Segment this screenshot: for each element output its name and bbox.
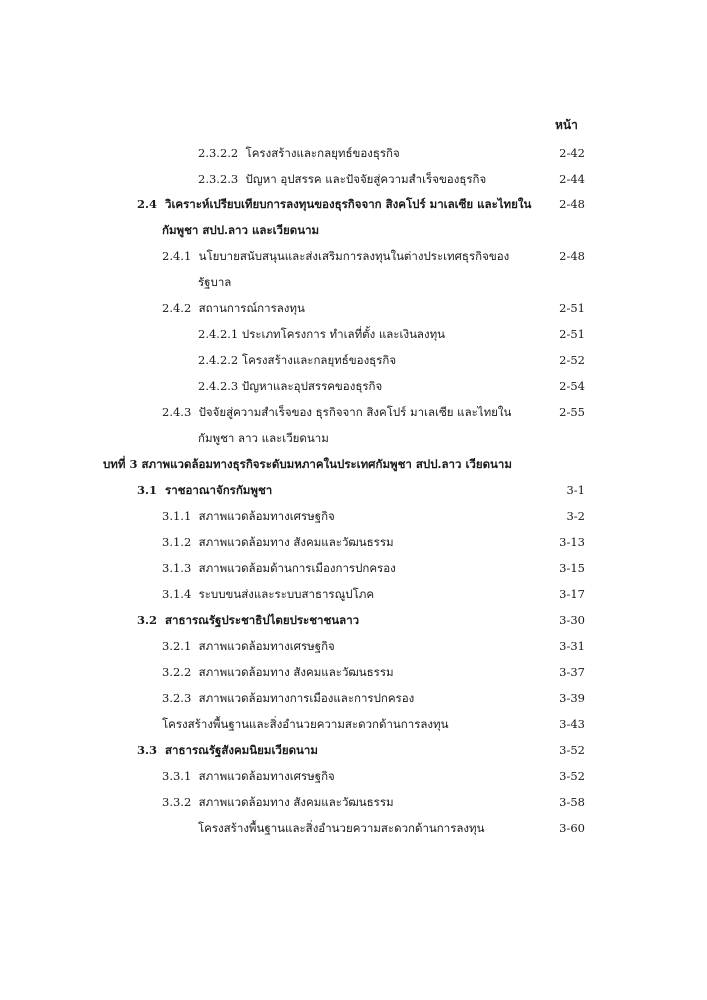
toc-title: สาธารณรัฐประชาธิปไตยประชาชนลาว: [165, 613, 360, 627]
toc-page: 3-13: [559, 535, 585, 549]
toc-number: 2.4.1: [162, 249, 192, 263]
toc-page: 2-54: [559, 379, 585, 393]
toc-entry: [162, 586, 374, 602]
toc-number: 3.3.1: [162, 769, 192, 783]
toc-title: สภาพแวดล้อมทางเศรษฐกิจ: [198, 769, 335, 783]
toc-title: สภาพแวดล้อมทาง สังคมและวัฒนธรรม: [198, 665, 394, 679]
toc-entry-continuation: [198, 274, 231, 290]
toc-number: 3.1.1: [162, 509, 192, 523]
toc-title: สาธารณรัฐสังคมนิยมเวียดนาม: [165, 743, 318, 757]
toc-entry: [162, 794, 394, 810]
toc-page: 3-31: [559, 639, 585, 653]
toc-title: นโยบายสนับสนุนและส่งเสริมการลงทุนในต่างประเทศธุรกิจของ: [198, 249, 510, 263]
toc-page: 2-51: [559, 327, 585, 341]
toc-number: 3.1.2: [162, 535, 192, 549]
toc-entry: [162, 300, 305, 316]
toc-entry: [162, 716, 449, 732]
toc-title: กัมพูชา ลาว และเวียดนาม: [198, 431, 329, 445]
toc-entry: [198, 171, 486, 187]
toc-entry: [137, 482, 272, 498]
toc-entry: [137, 196, 531, 212]
toc-entry: [162, 768, 335, 784]
toc-title: ปัจจัยสู่ความสำเร็จของ ธุรกิจจาก สิงคโปร์ มาเลเซีย และไทยใน: [198, 405, 512, 419]
toc-number: 3.1: [137, 483, 158, 497]
toc-page: 3-52: [559, 743, 585, 757]
toc-page: 2-42: [559, 146, 585, 160]
toc-number: 3.3: [137, 743, 158, 757]
toc-title: กัมพูชา สปป.ลาว และเวียดนาม: [162, 223, 320, 237]
toc-page: 3-43: [559, 717, 585, 731]
toc-title: สภาพแวดล้อมทางเศรษฐกิจ: [198, 509, 335, 523]
toc-title: 2.4.2.1 ประเภทโครงการ ทำเลที่ตั้ง และเงินลงทุน: [198, 327, 446, 341]
page-column-header: หน้า: [555, 118, 578, 132]
toc-title: โครงสร้างพื้นฐานและสิ่งอำนวยความสะดวกด้านการลงทุน: [162, 717, 449, 731]
toc-entry-continuation: [162, 222, 319, 238]
toc-entry: [162, 404, 511, 420]
toc-number: 3.2.2: [162, 665, 192, 679]
toc-page: 3-15: [559, 561, 585, 575]
toc-title: สถานการณ์การลงทุน: [198, 301, 305, 315]
toc-page: 2-55: [559, 405, 585, 419]
toc-entry: [162, 560, 396, 576]
toc-entry-continuation: [198, 430, 329, 446]
toc-entry: [137, 612, 359, 628]
toc-entry: [162, 248, 509, 264]
toc-title: โครงสร้างพื้นฐานและสิ่งอำนวยความสะดวกด้านการลงทุน: [198, 821, 485, 835]
toc-title: สภาพแวดล้อมทาง สังคมและวัฒนธรรม: [198, 795, 394, 809]
toc-entry: [198, 145, 400, 161]
toc-entry: [198, 378, 382, 394]
toc-page: 2-51: [559, 301, 585, 315]
toc-page: 3-30: [559, 613, 585, 627]
toc-title: วิเคราะห์เปรียบเทียบการลงทุนของธุรกิจจาก สิงคโปร์ มาเลเซีย และไทยใน: [165, 197, 532, 211]
toc-number: 2.4: [137, 197, 158, 211]
toc-page: 3-39: [559, 691, 585, 705]
toc-page: 3-2: [566, 509, 585, 523]
toc-number: 3.2.3: [162, 691, 192, 705]
toc-title: ระบบขนส่งและระบบสาธารณูปโภค: [198, 587, 375, 601]
toc-number: 3.2: [137, 613, 158, 627]
toc-number: 2.3.2.2: [198, 146, 239, 160]
chapter-heading: [103, 456, 512, 472]
toc-title: สภาพแวดล้อมด้านการเมืองการปกครอง: [198, 561, 396, 575]
toc-page: 3-58: [559, 795, 585, 809]
toc-number: 2.3.2.3: [198, 172, 239, 186]
toc-entry: [162, 638, 335, 654]
toc-title: 2.4.2.3 ปัญหาและอุปสรรคของธุรกิจ: [198, 379, 383, 393]
toc-page: 3-1: [566, 483, 585, 497]
toc-title: บทที่ 3 สภาพแวดล้อมทางธุรกิจระดับมหภาคในประเทศกัมพูชา สปป.ลาว เวียดนาม: [103, 457, 512, 471]
toc-number: 3.3.2: [162, 795, 192, 809]
toc-title: รัฐบาล: [198, 275, 232, 289]
toc-number: 3.1.3: [162, 561, 192, 575]
toc-title: ปัญหา อุปสรรค และปัจจัยสู่ความสำเร็จของธุรกิจ: [245, 172, 487, 186]
toc-entry: [198, 820, 485, 836]
toc-page: 3-52: [559, 769, 585, 783]
toc-entry: [137, 742, 318, 758]
toc-title: สภาพแวดล้อมทางเศรษฐกิจ: [198, 639, 335, 653]
toc-title: ราชอาณาจักรกัมพูชา: [165, 483, 273, 497]
toc-page: 2-48: [559, 249, 585, 263]
toc-entry: [162, 508, 335, 524]
toc-page: 2-48: [559, 197, 585, 211]
toc-number: 3.1.4: [162, 587, 192, 601]
toc-page: 3-17: [559, 587, 585, 601]
toc-title: สภาพแวดล้อมทาง สังคมและวัฒนธรรม: [198, 535, 394, 549]
toc-entry: [162, 534, 394, 550]
toc-entry: [198, 352, 396, 368]
toc-number: 2.4.2: [162, 301, 192, 315]
toc-title: สภาพแวดล้อมทางการเมืองและการปกครอง: [198, 691, 415, 705]
toc-entry: [162, 664, 394, 680]
toc-entry: [162, 690, 414, 706]
toc-entry: [198, 326, 445, 342]
toc-title: 2.4.2.2 โครงสร้างและกลยุทธ์ของธุรกิจ: [198, 353, 397, 367]
toc-page: 3-60: [559, 821, 585, 835]
toc-page: 3-37: [559, 665, 585, 679]
toc-page: 2-52: [559, 353, 585, 367]
toc-page: 2-44: [559, 172, 585, 186]
toc-number: 3.2.1: [162, 639, 192, 653]
toc-number: 2.4.3: [162, 405, 192, 419]
toc-title: โครงสร้างและกลยุทธ์ของธุรกิจ: [245, 146, 400, 160]
